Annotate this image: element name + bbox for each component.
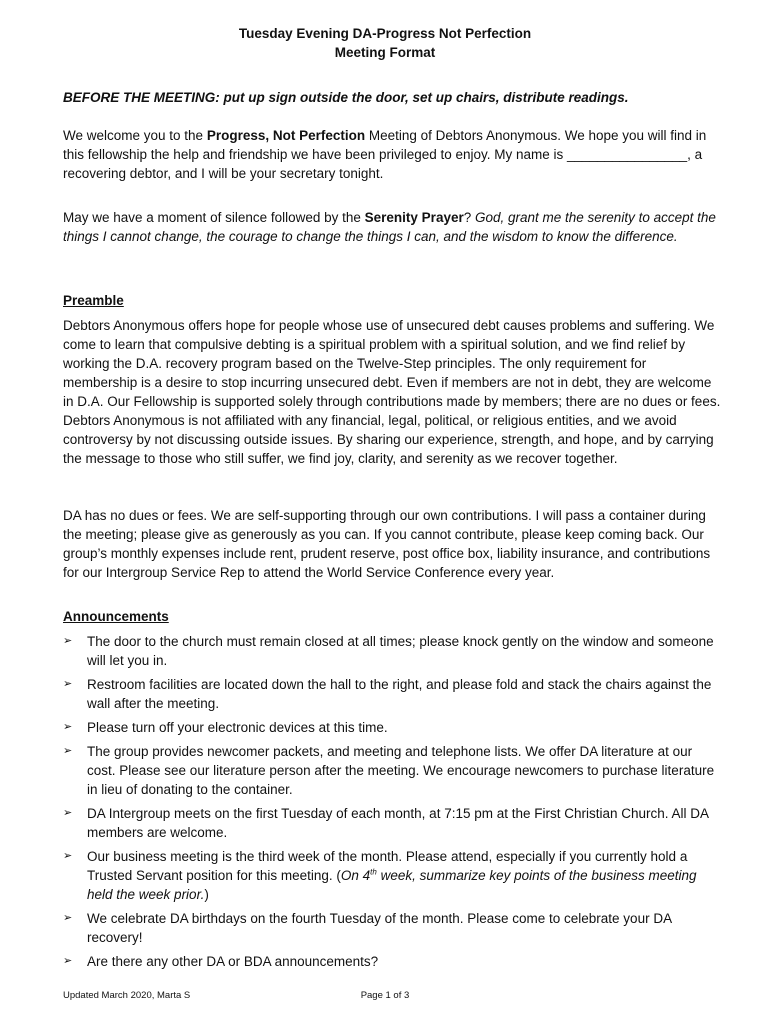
business-meeting-text xyxy=(87,849,696,902)
footer-updated: Updated March 2020, Marta S xyxy=(63,990,191,1001)
business-italic-2: week, summarize key points of the business meeting held the week prior. xyxy=(87,868,697,902)
silence-paragraph xyxy=(63,208,723,246)
business-superscript: th xyxy=(370,867,377,877)
business-text-post: ) xyxy=(204,887,209,902)
bullet-arrow-icon: ➢ xyxy=(63,955,73,967)
bullet-arrow-icon: ➢ xyxy=(63,635,73,647)
before-meeting-instruction: BEFORE THE MEETING: put up sign outside the door, set up chairs, distribute readings. xyxy=(63,90,629,105)
announcement-text: The group provides newcomer packets, and meeting and telephone lists. We offer DA literature at our cost. Please see our literature person after the meeting. We encourage newcomers to purchase literature in lieu of donating to the container. xyxy=(87,744,715,797)
bullet-arrow-icon: ➢ xyxy=(63,678,73,690)
announcement-text: Please turn off your electronic devices at this time. xyxy=(87,720,388,735)
announcement-text: We celebrate DA birthdays on the fourth Tuesday of the month. Please come to celebrate your DA recovery! xyxy=(87,911,672,945)
business-italic-1: On 4 xyxy=(340,868,371,883)
announcement-text: Restroom facilities are located down the hall to the right, and please fold and stack the chairs against the wall after the meeting. xyxy=(87,677,712,711)
serenity-prayer-label: Serenity Prayer xyxy=(364,210,464,225)
document-title: Tuesday Evening DA-Progress Not Perfection xyxy=(238,26,532,41)
bullet-arrow-icon: ➢ xyxy=(63,721,73,733)
welcome-text-pre: We welcome you to the xyxy=(63,128,207,143)
list-item xyxy=(63,952,723,971)
announcements-heading: Announcements xyxy=(63,609,169,624)
list-item xyxy=(63,632,723,670)
announcements-list xyxy=(63,632,723,976)
silence-text-mid: ? xyxy=(463,210,475,225)
welcome-paragraph xyxy=(63,126,723,183)
list-item xyxy=(63,718,723,737)
footer-page-number: Page 1 of 3 xyxy=(360,990,410,1001)
list-item xyxy=(63,675,723,713)
announcement-text: DA Intergroup meets on the first Tuesday of each month, at 7:15 pm at the First Christian Church. All DA members are welcome. xyxy=(87,806,709,840)
serenity-prayer-text: God, grant me the serenity to accept the things I cannot change, the courage to change the things I can, and the wisdom to know the difference. xyxy=(63,210,716,244)
silence-text-pre: May we have a moment of silence followed by the xyxy=(63,210,365,225)
meeting-name: Progress, Not Perfection xyxy=(206,128,366,143)
document-subtitle: Meeting Format xyxy=(334,45,436,60)
list-item xyxy=(63,742,723,799)
welcome-text-post: Meeting of Debtors Anonymous. We hope you will find in this fellowship the help and friendship we have been privileged to enjoy. My name is ________________, a recovering debtor, and I will be your secretary tonight. xyxy=(63,128,707,181)
announcement-text: Are there any other DA or BDA announcements? xyxy=(87,954,379,969)
list-item xyxy=(63,909,723,947)
list-item xyxy=(63,847,723,904)
bullet-arrow-icon: ➢ xyxy=(63,850,73,862)
preamble-heading: Preamble xyxy=(63,293,124,308)
dues-paragraph: DA has no dues or fees. We are self-supporting through our own contributions. I will pass a container during the meeting; please give as generously as you can. If you cannot contribute, please keep coming back. Our group’s monthly expenses include rent, prudent reserve, post office box, liability insurance, and contributions for our Intergroup Service Rep to attend the World Service Conference every year. xyxy=(63,508,711,580)
bullet-arrow-icon: ➢ xyxy=(63,745,73,757)
bullet-arrow-icon: ➢ xyxy=(63,807,73,819)
preamble-paragraph: Debtors Anonymous offers hope for people whose use of unsecured debt causes problems and suffering. We come to learn that compulsive debting is a spiritual problem with a spiritual solution, and we find relief by working the D.A. recovery program based on the Twelve-Step principles. The only requirement for membership is a desire to stop incurring unsecured debt. Even if members are not in debt, they are welcome in D.A. Our Fellowship is supported solely through contributions made by members; there are no dues or fees. Debtors Anonymous is not affiliated with any financial, legal, political, or religious entities, and we avoid controversy by not discussing outside issues. By sharing our experience, strength, and hope, and by carrying the message to those who still suffer, we find joy, clarity, and serenity as we recover together. xyxy=(63,318,721,466)
business-text-pre: Our business meeting is the third week of the month. Please attend, especially if you currently hold a Trusted Servant position for this meeting. ( xyxy=(87,849,688,883)
announcement-text: The door to the church must remain closed at all times; please knock gently on the window and someone will let you in. xyxy=(87,634,714,668)
list-item xyxy=(63,804,723,842)
bullet-arrow-icon: ➢ xyxy=(63,912,73,924)
